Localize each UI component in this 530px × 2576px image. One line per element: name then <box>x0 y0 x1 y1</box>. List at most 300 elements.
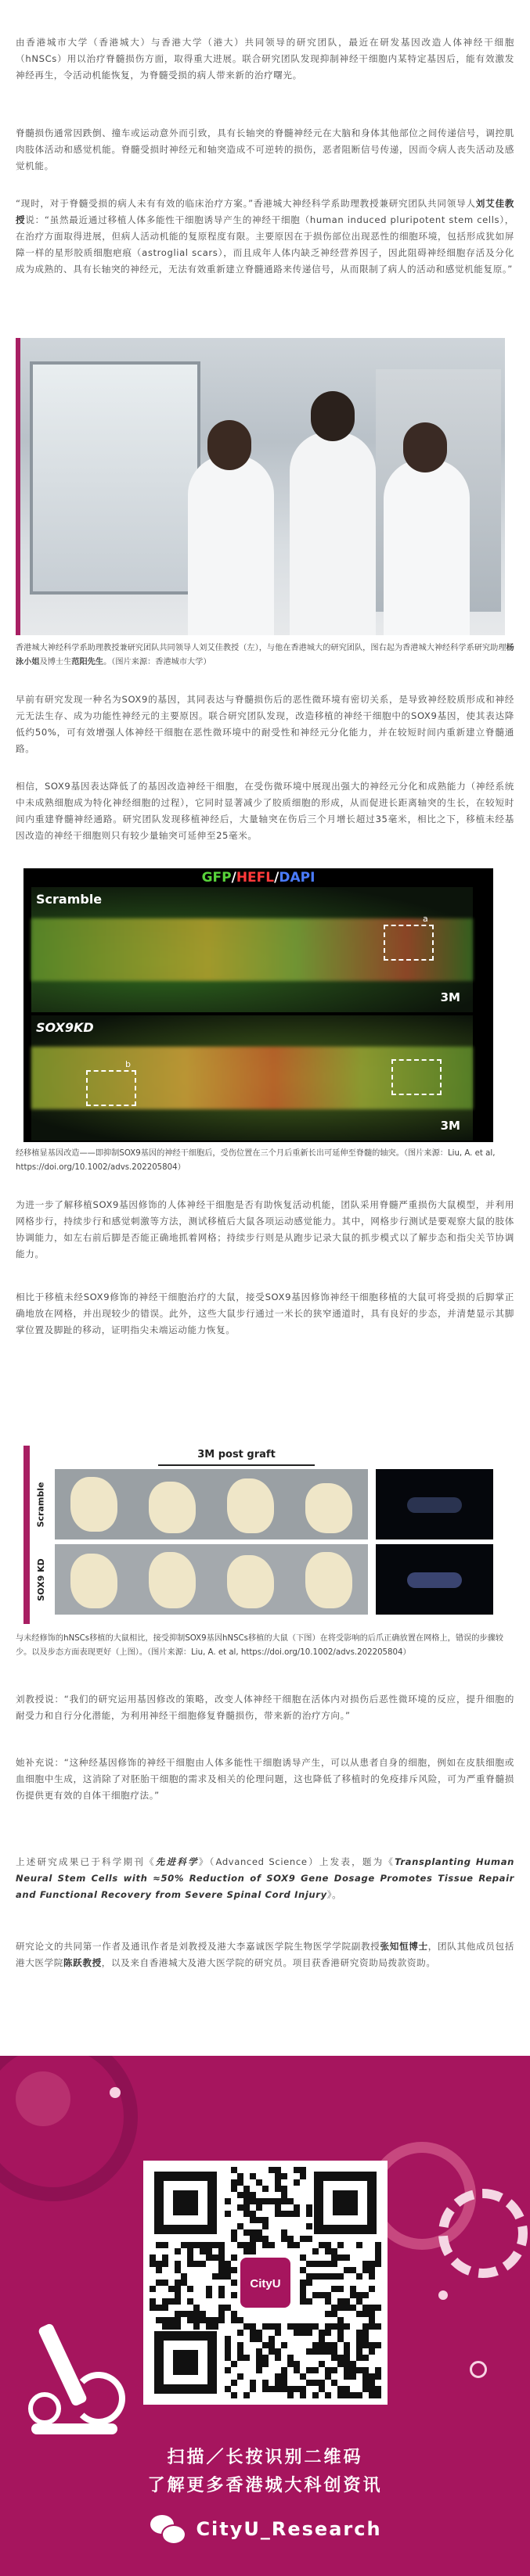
qr-module <box>300 2292 306 2298</box>
qr-module <box>225 2336 231 2342</box>
qr-module <box>181 2273 187 2280</box>
qr-module <box>231 2229 237 2236</box>
qr-module <box>237 2192 243 2198</box>
qr-module <box>325 2392 331 2398</box>
qr-module <box>337 2254 344 2261</box>
qr-module <box>243 2192 250 2198</box>
account-name: CityU_Research <box>196 2518 382 2540</box>
paragraph-autologous-therapy: 她补充说：“这种经基因修饰的神经干细胞由人体多能性干细胞诱导产生，可以从患者自身的细胞，例如在皮肤细胞或血细胞中生成，这消除了对胚胎干细胞的需求及相关的伦理问题，这也降低了移植时的免疫排斥风险，可为严重脊髓损伤提供更有效的自体干细胞疗法。” <box>16 1757 514 1801</box>
qr-module <box>325 2348 331 2355</box>
qr-module <box>162 2317 168 2323</box>
qr-module <box>337 2242 344 2248</box>
qr-module <box>262 2323 269 2330</box>
qr-module <box>294 2361 300 2367</box>
row-label-sox9kd: SOX9 KD <box>35 1557 46 1601</box>
qr-module <box>262 2386 269 2392</box>
qr-module <box>337 2323 344 2330</box>
account-row[interactable] <box>149 2511 384 2547</box>
qr-module <box>294 2211 300 2217</box>
paragraph-rat-model: 为进一步了解移植SOX9基因修饰的人体神经干细胞是否有助恢复活动机能，团队采用脊髓严重损伤大鼠模型，并利用网格步行，持续步行和感觉刺激等方法，测试移植后大鼠各项运动感觉能力。其中，网格步行测试是要观察大鼠的肢体协调能力，如左右前后脚是否能正确地抓着网格；持续步行则是从跑步记录大鼠的抓步模式以了解步态和指尖关节协调能力。 <box>16 1199 514 1259</box>
qr-module <box>356 2367 362 2373</box>
qr-module <box>275 2198 281 2204</box>
qr-module <box>162 2261 168 2267</box>
qr-module <box>156 2305 162 2311</box>
qr-module <box>237 2373 243 2380</box>
qr-module <box>225 2198 231 2204</box>
qr-module <box>206 2248 212 2254</box>
qr-module <box>218 2273 225 2280</box>
qr-module <box>212 2242 218 2248</box>
qr-module <box>306 2204 312 2211</box>
qr-module <box>250 2380 256 2386</box>
qr-module <box>294 2386 300 2392</box>
qr-module <box>312 2367 319 2373</box>
qr-module <box>250 2236 256 2242</box>
qr-module <box>344 2323 350 2330</box>
qr-module <box>187 2311 193 2317</box>
rat-panel-title: 3M post graft <box>158 1449 315 1466</box>
qr-module <box>250 2386 256 2392</box>
qr-module <box>325 2311 331 2317</box>
qr-module <box>250 2198 256 2204</box>
author-name: 张知恒博士 <box>380 1941 428 1952</box>
qr-module <box>325 2242 331 2248</box>
qr-module <box>175 2280 181 2286</box>
qr-module <box>256 2179 262 2186</box>
qr-module <box>306 2211 312 2217</box>
legend-separator: / <box>274 870 279 886</box>
inset-box-a2 <box>391 1059 442 1095</box>
cta-line-1: 扫描／长按识别二维码 <box>167 2448 363 2467</box>
qr-module <box>300 2392 306 2398</box>
qr-module <box>275 2186 281 2192</box>
qr-module <box>181 2242 187 2248</box>
qr-module <box>337 2386 344 2392</box>
qr-module <box>337 2330 344 2336</box>
qr-module <box>181 2311 187 2317</box>
qr-module <box>369 2286 375 2292</box>
qr-module <box>356 2242 362 2248</box>
gear-icon <box>16 2071 70 2126</box>
qr-module <box>250 2242 256 2248</box>
researcher-center-head <box>311 391 355 441</box>
inset-label-b: b <box>125 1059 131 1069</box>
qr-module <box>231 2311 237 2317</box>
qr-module <box>356 2292 362 2298</box>
qr-module <box>275 2179 281 2186</box>
scale-label: 3M <box>440 1119 460 1133</box>
qr-module <box>225 2261 231 2267</box>
qr-module <box>237 2173 243 2179</box>
qr-module <box>187 2242 193 2248</box>
qr-module <box>281 2373 287 2380</box>
qr-module <box>362 2373 369 2380</box>
qr-module <box>175 2323 181 2330</box>
qr-module <box>237 2204 243 2211</box>
qr-module <box>175 2311 181 2317</box>
qr-module <box>200 2242 206 2248</box>
qr-module <box>262 2236 269 2242</box>
qr-module <box>262 2355 269 2361</box>
qr-module <box>269 2348 275 2355</box>
qr-module <box>375 2261 381 2267</box>
qr-module <box>231 2167 237 2173</box>
qr-module <box>256 2330 262 2336</box>
qr-module <box>287 2361 294 2367</box>
qr-module <box>168 2323 175 2330</box>
qr-module <box>375 2373 381 2380</box>
caption-source: 。（图片来源：香港城市大学） <box>103 658 211 666</box>
qr-module <box>262 2361 269 2367</box>
qr-module <box>262 2242 269 2248</box>
qr-module <box>331 2248 337 2254</box>
qr-code[interactable] <box>143 2161 388 2405</box>
qr-module <box>369 2267 375 2273</box>
qr-module <box>250 2211 256 2217</box>
qr-module <box>281 2186 287 2192</box>
qr-module <box>350 2373 356 2380</box>
qr-module <box>218 2261 225 2267</box>
qr-module <box>350 2305 356 2311</box>
qr-module <box>331 2367 337 2373</box>
paragraph-authors <box>16 1938 514 1971</box>
qr-module <box>162 2305 168 2311</box>
qr-module <box>369 2392 375 2398</box>
qr-module <box>281 2229 287 2236</box>
qr-module <box>331 2348 337 2355</box>
qr-module <box>306 2323 312 2330</box>
researcher-right-head <box>403 422 447 472</box>
qr-module <box>243 2355 250 2361</box>
publication-text: 》（Advanced Science）上发表，题为《 <box>198 1856 395 1867</box>
authors-text: 研究论文的共同第一作者及通讯作者是刘教授及港大李嘉诚医学院生物医学学院副教授 <box>16 1941 380 1952</box>
qr-module <box>200 2311 206 2317</box>
qr-module <box>337 2286 344 2292</box>
qr-module <box>281 2386 287 2392</box>
microscopy-figure <box>23 868 493 1142</box>
qr-module <box>375 2254 381 2261</box>
qr-module <box>331 2254 337 2261</box>
paragraph-injury-background: 脊髓损伤通常因跌倒、撞车或运动意外而引致，具有长轴突的脊髓神经元在大脑和身体其他部位之间传递信号，调控肌肉肢体活动和感觉机能。脊髓受损时神经元和轴突造成不可逆转的损伤，恶者阻断信号传递，因而令病人丧失活动及感觉机能。 <box>16 128 514 171</box>
qr-module <box>306 2298 312 2305</box>
qr-module <box>362 2386 369 2392</box>
qr-module <box>287 2211 294 2217</box>
wechat-icon <box>150 2515 185 2543</box>
qr-module <box>319 2348 325 2355</box>
qr-module <box>375 2242 381 2248</box>
qr-module <box>150 2261 156 2267</box>
qr-module <box>362 2292 369 2298</box>
qr-module <box>187 2248 193 2254</box>
qr-module <box>344 2348 350 2355</box>
qr-module <box>156 2280 162 2286</box>
qr-module <box>231 2380 237 2386</box>
qr-module <box>275 2380 281 2386</box>
qr-module <box>262 2198 269 2204</box>
sparkle-icon <box>438 2290 448 2300</box>
rat-caption: 与未经修饰的hNSCs移植的大鼠相比，接受抑制SOX9基因hNSCs移植的大鼠（下图）在将受影响的后爪正确放置在网格上，错误的步骤较少。以及步态方面表现更好（上图）。（图片来源：Liu, A. et al, https://doi.org/10.1002/advs.202205804） <box>16 1634 503 1657</box>
qr-module <box>319 2386 325 2392</box>
qr-module <box>187 2254 193 2261</box>
qr-module <box>300 2167 306 2173</box>
qr-module <box>225 2386 231 2392</box>
quote-before: “现时，对于脊髓受损的病人未有有效的临床治疗方案。”香港城大神经科学系助理教授兼研究团队共同领导人 <box>16 198 476 209</box>
qr-module <box>237 2317 243 2323</box>
qr-module <box>250 2248 256 2254</box>
qr-module <box>294 2179 300 2186</box>
panel-label-scramble: Scramble <box>36 892 103 907</box>
qr-module <box>287 2386 294 2392</box>
qr-module <box>312 2342 319 2348</box>
sparkle-icon <box>110 2087 121 2098</box>
qr-module <box>306 2236 312 2242</box>
caption-part: 香港城大神经科学系助理教授兼研究团队共同领导人刘艾佳教授（左），与他在香港城大的研究团队，图右起为香港城大神经科学系研究助理 <box>16 644 507 652</box>
qr-module <box>375 2367 381 2373</box>
qr-module <box>350 2361 356 2367</box>
qr-module <box>337 2317 344 2323</box>
qr-module <box>300 2330 306 2336</box>
qr-module <box>231 2292 237 2298</box>
qr-module <box>356 2311 362 2317</box>
inset-label-a: a <box>423 914 428 924</box>
biosafety-cabinet <box>30 361 200 595</box>
gear-icon <box>438 2189 528 2278</box>
qr-module <box>331 2286 337 2292</box>
qr-module <box>256 2198 262 2204</box>
qr-module <box>200 2317 206 2323</box>
qr-module <box>325 2292 331 2298</box>
qr-module <box>281 2342 287 2348</box>
legend-dapi: DAPI <box>279 870 315 886</box>
qr-module <box>275 2211 281 2217</box>
qr-module <box>193 2311 200 2317</box>
qr-module <box>306 2280 312 2286</box>
qr-module <box>237 2355 243 2361</box>
qr-module <box>175 2317 181 2323</box>
qr-module <box>319 2330 325 2336</box>
qr-module <box>187 2261 193 2267</box>
qr-module <box>231 2392 237 2398</box>
qr-module <box>231 2179 237 2186</box>
qr-module <box>175 2261 181 2267</box>
qr-module <box>356 2336 362 2342</box>
qr-module <box>262 2217 269 2223</box>
qr-module <box>344 2386 350 2392</box>
gear-icon <box>0 2056 138 2201</box>
intro-paragraph: 由香港城市大学（香港城大）与香港大学（港大）共同领导的研究团队，最近在研发基因改造人体神经干细胞（hNSCs）用以治疗脊髓损伤方面，取得重大进展。联合研究团队发现抑制神经干细胞内某特定基因后，能有效激发神经再生，令活动机能恢复，为脊髓受损的病人带来新的治疗曙光。 <box>16 37 514 81</box>
quote-after: 说：“虽然最近通过移植人体多能性干细胞诱导产生的神经干细胞（human induced pluripotent stem cells），在治疗方面取得进展，但病人活动机能的复原程度有限。主要原因在于损伤部位出现恶性的细胞环境，包括形成犹如屏障一样的星形胶质细胞疤痕（astroglial scars），而且成年人体内缺乏神经营养因子，因此阻碍神经细胞存活及分化成为成熟的、具有长轴突的神经元，无法有效重新建立脊髓通路来传递信号，从而限制了病人的活动和感觉机能复原。” <box>16 214 514 275</box>
qr-module <box>375 2305 381 2311</box>
microscopy-legend <box>23 868 493 887</box>
qr-module <box>168 2286 175 2292</box>
qr-module <box>256 2361 262 2367</box>
qr-module <box>325 2342 331 2348</box>
qr-module <box>225 2305 231 2311</box>
qr-module <box>300 2236 306 2242</box>
qr-module <box>325 2323 331 2330</box>
qr-module <box>187 2298 193 2305</box>
authors-text: ，以及来自香港城大及港大医学院的研究员。项目获香港研究资助局拨款资助。 <box>101 1957 436 1968</box>
qr-module <box>325 2373 331 2380</box>
qr-module <box>162 2242 168 2248</box>
qr-module <box>225 2267 231 2273</box>
qr-module <box>375 2392 381 2398</box>
qr-module <box>344 2298 350 2305</box>
qr-module <box>306 2261 312 2267</box>
qr-module <box>275 2173 281 2179</box>
qr-module <box>362 2261 369 2267</box>
qr-module <box>269 2342 275 2348</box>
qr-module <box>319 2342 325 2348</box>
qr-module <box>312 2273 319 2280</box>
qr-logo-text: CityU <box>250 2277 281 2290</box>
qr-module <box>362 2355 369 2361</box>
qr-module <box>237 2179 243 2186</box>
qr-module <box>319 2336 325 2342</box>
rat-gait-figure <box>23 1446 501 1624</box>
paragraph-professor-quote: 刘教授说：“我们的研究运用基因修改的策略，改变人体神经干细胞在活体内对损伤后恶性微环境的反应，提升细胞的耐受力和自行分化潜能，为利用神经干细胞修复脊髓损伤，带来新的治疗方向。” <box>16 1694 514 1721</box>
qr-module <box>375 2386 381 2392</box>
paragraph-publication <box>16 1854 514 1903</box>
qr-module <box>250 2217 256 2223</box>
qr-module <box>306 2367 312 2373</box>
qr-module <box>262 2342 269 2348</box>
qr-module <box>269 2242 275 2248</box>
caption-name: 杨泳小姐 <box>16 644 514 666</box>
qr-module <box>287 2392 294 2398</box>
photo-caption <box>16 641 514 670</box>
qr-module <box>362 2311 369 2317</box>
qr-module <box>337 2355 344 2361</box>
inset-box-a <box>384 925 434 961</box>
qr-module <box>369 2342 375 2348</box>
qr-module <box>175 2248 181 2254</box>
qr-module <box>256 2355 262 2361</box>
paper-title: Transplanting Human Neural Stem Cells with ≈50% Reduction of SOX9 Gene Dosage Promotes Tissue Repair and Functional Recovery from Severe Spinal Cord Injury <box>16 1856 514 1900</box>
qr-module <box>281 2211 287 2217</box>
qr-module <box>150 2298 156 2305</box>
qr-module <box>356 2298 362 2305</box>
qr-module <box>362 2323 369 2330</box>
qr-module <box>362 2342 369 2348</box>
qr-module <box>243 2392 250 2398</box>
qr-module <box>312 2348 319 2355</box>
qr-module <box>337 2298 344 2305</box>
qr-code-graphic <box>143 2161 388 2405</box>
qr-module <box>350 2286 356 2292</box>
qr-module <box>150 2286 156 2292</box>
qr-module <box>300 2280 306 2286</box>
legend-gfp: GFP <box>201 870 232 886</box>
qr-module <box>344 2392 350 2398</box>
qr-module <box>344 2355 350 2361</box>
qr-module <box>275 2348 281 2355</box>
qr-module <box>156 2261 162 2267</box>
qr-module <box>243 2229 250 2236</box>
qr-module <box>362 2380 369 2386</box>
qr-module <box>306 2348 312 2355</box>
qr-module <box>225 2348 231 2355</box>
qr-module <box>168 2317 175 2323</box>
legend-separator: / <box>231 870 236 886</box>
qr-module <box>212 2323 218 2330</box>
qr-module <box>262 2223 269 2229</box>
qr-module <box>312 2380 319 2386</box>
qr-module <box>331 2323 337 2330</box>
qr-module <box>269 2198 275 2204</box>
microscopy-panel-scramble <box>31 887 473 1012</box>
qr-module <box>325 2367 331 2373</box>
qr-module <box>250 2330 256 2336</box>
qr-module <box>243 2186 250 2192</box>
qr-module <box>175 2267 181 2273</box>
qr-module <box>344 2373 350 2380</box>
qr-module <box>225 2211 231 2217</box>
qr-module <box>243 2204 250 2211</box>
qr-module <box>168 2298 175 2305</box>
qr-module <box>337 2361 344 2367</box>
qr-module <box>212 2317 218 2323</box>
qr-module <box>356 2348 362 2355</box>
qr-module <box>231 2236 237 2242</box>
qr-module <box>237 2342 243 2348</box>
qr-module <box>287 2242 294 2248</box>
qr-module <box>218 2317 225 2323</box>
quote-paragraph <box>16 196 514 278</box>
qr-module <box>306 2380 312 2386</box>
qr-module <box>312 2261 319 2267</box>
qr-module <box>369 2317 375 2323</box>
qr-module <box>350 2392 356 2398</box>
qr-module <box>319 2292 325 2298</box>
qr-module <box>281 2192 287 2198</box>
qr-module <box>312 2323 319 2330</box>
qr-module <box>175 2292 181 2298</box>
sparkle-icon <box>470 2361 487 2378</box>
qr-module <box>275 2323 281 2330</box>
qr-module <box>300 2254 306 2261</box>
qr-module <box>243 2242 250 2248</box>
catwalk-scramble <box>376 1469 493 1539</box>
qr-module <box>187 2317 193 2323</box>
qr-module <box>269 2336 275 2342</box>
qr-module <box>256 2336 262 2342</box>
qr-module <box>356 2330 362 2336</box>
qr-module <box>275 2204 281 2211</box>
qr-module <box>331 2311 337 2317</box>
qr-module <box>375 2323 381 2330</box>
legend-hefl: HEFL <box>236 870 275 886</box>
qr-module <box>237 2348 243 2355</box>
paragraph-rat-results: 相比于移植未经SOX9修饰的神经干细胞治疗的大鼠，接受SOX9基因修饰神经干细胞移植的大鼠可将受损的后脚掌正确地放在网格，并出现较少的错误。此外，这些大鼠步行通过一米长的狭窄通道时，具有良好的步态，并清楚显示其脚掌位置及脚趾的移动，证明指尖未端运动能力恢复。 <box>16 1292 514 1335</box>
qr-module <box>362 2336 369 2342</box>
qr-module <box>206 2242 212 2248</box>
qr-module <box>250 2336 256 2342</box>
catwalk-sox9kd <box>376 1544 493 1615</box>
qr-module <box>356 2355 362 2361</box>
qr-module <box>275 2330 281 2336</box>
qr-module <box>262 2186 269 2192</box>
qr-module <box>331 2342 337 2348</box>
qr-module <box>218 2267 225 2273</box>
quote-speaker-name: 刘艾佳教授 <box>16 198 514 225</box>
qr-module <box>231 2267 237 2273</box>
qr-module <box>350 2292 356 2298</box>
qr-module <box>281 2198 287 2204</box>
qr-module <box>294 2330 300 2336</box>
qr-module <box>275 2373 281 2380</box>
qr-module <box>225 2355 231 2361</box>
